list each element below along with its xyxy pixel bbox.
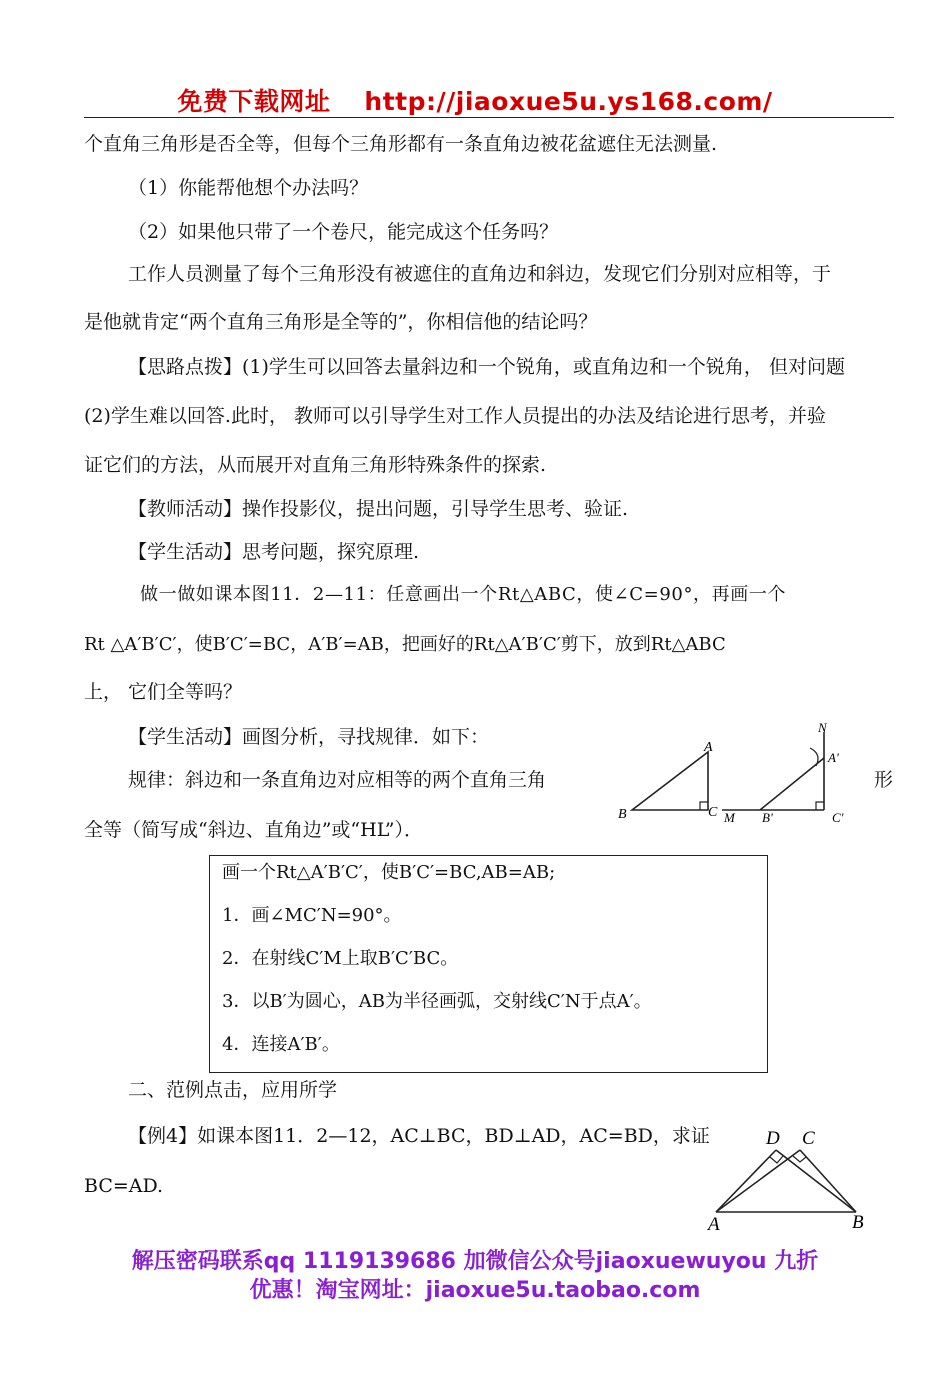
section-title: 二、范例点击，应用所学 xyxy=(128,1079,338,1101)
header-rule xyxy=(84,117,894,118)
footer-line-2: 优惠！淘宝网址：jiaoxue5u.taobao.com xyxy=(249,1278,701,1303)
label-c: C xyxy=(708,805,718,820)
body-line-15-tail: 形 xyxy=(874,769,894,791)
body-line-14: 【学生活动】画图分析，寻找规律．如下： xyxy=(128,726,490,748)
body-line-11: 做一做如课本图11．2—11：任意画出一个Rt△ABC，使∠C=90°，再画一个 xyxy=(140,584,787,605)
label-m: M xyxy=(724,810,735,825)
label-c-example: C xyxy=(802,1128,815,1149)
body-line-3: （2）如果他只带了一个卷尺，能完成这个任务吗？ xyxy=(128,221,559,243)
box-step-3: 3．以B′为圆心，AB为半径画弧，交射线C′N于点A′。 xyxy=(222,991,652,1012)
label-b: B xyxy=(618,807,627,822)
right-angle-mark-c xyxy=(700,802,708,810)
example-line-2: BC=AD. xyxy=(84,1175,164,1197)
label-b-prime: B' xyxy=(762,810,773,825)
segment-a-b-prime xyxy=(760,758,824,810)
right-angle-mark-c-prime xyxy=(816,802,824,810)
box-step-0: 画一个Rt△A′B′C′，使B′C′=BC,AB=AB; xyxy=(222,862,556,883)
header-site-label: 免费下载网址 xyxy=(177,87,331,116)
body-line-8: 证它们的方法，从而展开对直角三角形特殊条件的探索. xyxy=(84,454,547,476)
header-banner xyxy=(0,82,950,118)
segment-ac xyxy=(716,1150,800,1212)
arc-mark xyxy=(810,748,818,766)
body-line-16: 全等（简写成“斜边、直角边”或“HL”）． xyxy=(84,819,423,841)
box-step-2: 2．在射线C′M上取B′C′BC。 xyxy=(222,948,459,969)
body-line-13: 上， 它们全等吗？ xyxy=(84,681,243,703)
body-line-7: (2)学生难以回答.此时， 教师可以引导学生对工作人员提出的办法及结论进行思考，并验 xyxy=(84,405,826,427)
right-angle-mark-c2 xyxy=(793,1156,806,1162)
body-line-2: （1）你能帮他想个办法吗？ xyxy=(128,177,369,199)
body-line-12: Rt △A′B′C′，使B′C′=BC，A′B′=AB，把画好的Rt△A′B′C′剪下，放到Rt△ABC xyxy=(84,634,726,655)
label-a-prime: A' xyxy=(828,750,839,765)
header-site-url[interactable]: http://jiaoxue5u.ys168.com/ xyxy=(364,87,773,116)
segment-ad xyxy=(716,1150,776,1212)
example-line-1: 【例4】如课本图11．2—12，AC⊥BC，BD⊥AD，AC=BD，求证 xyxy=(128,1125,710,1147)
box-step-1: 1．画∠MC′N=90°。 xyxy=(222,905,402,926)
footer-line-1: 解压密码联系qq 1119139686 加微信公众号jiaoxuewuyou 九折 xyxy=(131,1249,819,1274)
box-step-4: 4．连接A′B′。 xyxy=(222,1034,340,1055)
right-angle-mark-d xyxy=(770,1156,783,1163)
body-line-10: 【学生活动】思考问题，探究原理. xyxy=(128,541,420,563)
construction-steps-box xyxy=(209,855,768,1073)
label-a: A xyxy=(704,740,713,755)
body-line-9: 【教师活动】操作投影仪，提出问题，引导学生思考、验证. xyxy=(128,498,629,520)
label-n: N xyxy=(818,722,827,735)
label-c-prime: C' xyxy=(832,810,844,825)
triangle-construction-figure xyxy=(610,722,870,832)
example-figure xyxy=(700,1120,880,1240)
body-line-5: 是他就肯定“两个直角三角形是全等的”，你相信他的结论吗？ xyxy=(84,311,598,333)
body-line-1: 个直角三角形是否全等，但每个三角形都有一条直角边被花盆遮住无法测量. xyxy=(84,133,718,155)
segment-cb xyxy=(800,1150,856,1212)
body-line-4: 工作人员测量了每个三角形没有被遮住的直角边和斜边，发现它们分别对应相等，于 xyxy=(128,263,832,285)
body-line-6: 【思路点拨】(1)学生可以回答去量斜边和一个锐角，或直角边和一个锐角， 但对问题 xyxy=(128,356,845,378)
label-a-example: A xyxy=(708,1214,720,1235)
label-b-example: B xyxy=(852,1212,864,1233)
label-d: D xyxy=(766,1128,780,1149)
body-line-15: 规律：斜边和一条直角边对应相等的两个直角三角 xyxy=(128,769,547,791)
triangle-abc xyxy=(632,752,708,810)
